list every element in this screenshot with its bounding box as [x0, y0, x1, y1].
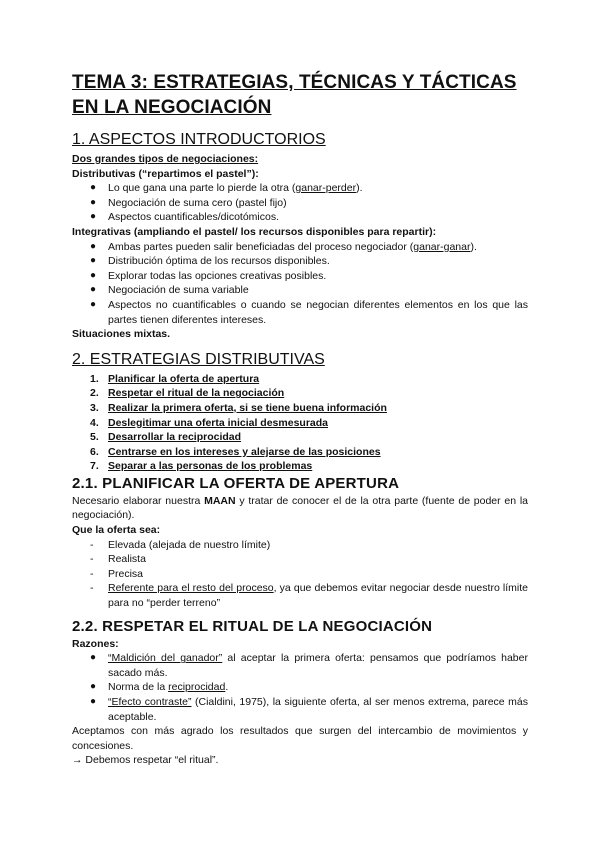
- item-text: Centrarse en los intereses y alejarse de las posiciones: [108, 445, 381, 458]
- list-item: [90, 254, 528, 269]
- item-text: Lo que gana una parte lo pierde la otra (: [108, 182, 296, 195]
- oferta-label: Que la oferta sea:: [72, 524, 161, 537]
- paragraph-bold: MAAN: [204, 494, 236, 507]
- item-text: Negociación de suma variable: [108, 284, 249, 297]
- item-text: Desarrollar la reciprocidad: [108, 431, 242, 444]
- document-content: [72, 70, 528, 768]
- dash-icon: -: [90, 582, 94, 595]
- document-title: TEMA 3: ESTRATEGIAS, TÉCNICAS Y TÁCTICAS EN LA NEGOCIACIÓN: [72, 72, 517, 118]
- ritual-conclusion: → Debemos respetar “el ritual”.: [72, 754, 219, 767]
- distributivas-label: Distributivas (“repartimos el pastel”):: [72, 167, 259, 180]
- bullet-icon: ●: [90, 696, 97, 707]
- list-item: [90, 680, 528, 695]
- list-item: [90, 651, 528, 680]
- item-underlined: “Efecto contraste”: [108, 696, 192, 708]
- list-item: [90, 430, 528, 445]
- list-item: [90, 459, 528, 474]
- list-item: [90, 695, 528, 724]
- distributivas-list: [72, 181, 528, 225]
- item-underlined: “Maldición del ganador”: [108, 652, 223, 665]
- section-1-heading: 1. ASPECTOS INTRODUCTORIOS: [72, 131, 326, 148]
- item-number: 5.: [90, 431, 99, 444]
- item-text: ).: [470, 240, 477, 253]
- item-underlined: Referente para el resto del proceso: [108, 582, 274, 595]
- list-item: [90, 581, 528, 610]
- item-text: al aceptar la primera oferta: pensamos que podríamos haber sacado más.: [108, 652, 528, 679]
- item-text: Aspectos no cuantificables o cuando se negocian diferentes elementos en los que las partes tienen diferentes intereses.: [108, 298, 528, 326]
- section-2-2-heading: 2.2. RESPETAR EL RITUAL DE LA NEGOCIACIÓN: [72, 617, 433, 635]
- razones-list: [72, 651, 528, 724]
- bullet-icon: ●: [90, 196, 97, 208]
- list-item: [90, 196, 528, 211]
- dash-icon: -: [90, 538, 94, 551]
- item-text: Respetar el ritual de la negociación: [108, 387, 285, 400]
- list-item: [90, 567, 528, 582]
- section-2-2-paragraph: Aceptamos con más agrado los resultados que surgen del intercambio de movimientos y concesiones.: [72, 725, 528, 752]
- razones-label: Razones:: [72, 637, 119, 650]
- item-text: Distribución óptima de los recursos disponibles.: [108, 255, 330, 268]
- list-item: [90, 181, 528, 196]
- item-text: Planificar la oferta de apertura: [108, 372, 260, 385]
- list-item: [90, 210, 528, 225]
- list-item: [90, 445, 528, 460]
- item-text: Realizar la primera oferta, si se tiene buena información: [108, 401, 387, 414]
- item-text: ).: [356, 182, 363, 195]
- mixtas-label: Situaciones mixtas.: [72, 328, 171, 341]
- list-item: [90, 386, 528, 401]
- list-item: [90, 416, 528, 431]
- strategies-list: [72, 372, 528, 474]
- integrativas-list: [72, 240, 528, 328]
- item-text: Precisa: [108, 567, 144, 580]
- item-text: Deslegitimar una oferta inicial desmesurada: [108, 416, 328, 429]
- dash-icon: -: [90, 553, 94, 566]
- list-item: [90, 538, 528, 553]
- list-item: [90, 401, 528, 416]
- section-2-1-heading: 2.1. PLANIFICAR LA OFERTA DE APERTURA: [72, 474, 400, 492]
- list-item: [90, 372, 528, 387]
- list-item: [90, 283, 528, 298]
- item-text: Negociación de suma cero (pastel fijo): [108, 196, 287, 209]
- bullet-icon: ●: [90, 269, 97, 281]
- item-underlined: ganar-ganar: [413, 240, 471, 253]
- dash-icon: -: [90, 567, 94, 580]
- item-number: 6.: [90, 445, 99, 458]
- list-item: [90, 240, 528, 255]
- item-text: Realista: [108, 553, 146, 566]
- item-text: Ambas partes pueden salir beneficiadas del proceso negociador (: [108, 240, 414, 253]
- section-1-intro: Dos grandes tipos de negociaciones:: [72, 153, 259, 165]
- integrativas-label: Integrativas (ampliando el pastel/ los recursos disponibles para repartir):: [72, 225, 437, 238]
- item-text: Aspectos cuantificables/dicotómicos.: [108, 211, 279, 224]
- bullet-icon: ●: [90, 652, 97, 664]
- paragraph-text: Necesario elaborar nuestra: [72, 494, 205, 507]
- item-text: Explorar todas las opciones creativas posibles.: [108, 269, 327, 282]
- item-underlined: reciprocidad: [168, 681, 226, 694]
- bullet-icon: ●: [90, 681, 97, 693]
- item-number: 3.: [90, 401, 99, 414]
- paragraph-text: y tratar de conocer el de la otra parte (fuente de poder en la negociación).: [72, 494, 528, 522]
- list-item: [90, 298, 528, 327]
- list-item: [90, 269, 528, 284]
- bullet-icon: ●: [90, 240, 97, 252]
- item-text: (Cialdini, 1975), la siguiente oferta, al ser menos extrema, parece más aceptable.: [108, 696, 528, 723]
- item-number: 2.: [90, 387, 99, 400]
- item-text: Norma de la: [108, 681, 169, 694]
- item-underlined: ganar-perder: [295, 182, 357, 195]
- bullet-icon: ●: [90, 298, 97, 310]
- item-number: 7.: [90, 460, 99, 473]
- bullet-icon: ●: [90, 284, 97, 296]
- item-text: .: [225, 681, 229, 694]
- item-number: 4.: [90, 416, 99, 429]
- item-text: Separar a las personas de los problemas: [108, 460, 313, 473]
- bullet-icon: ●: [90, 255, 97, 267]
- section-2-heading: 2. ESTRATEGIAS DISTRIBUTIVAS: [72, 350, 325, 368]
- section-2-1-paragraph: [72, 494, 528, 523]
- item-text: , ya que debemos evitar negociar desde nuestro límite para no “perder terreno”: [108, 582, 528, 610]
- oferta-list: [72, 538, 528, 611]
- item-number: 1.: [90, 372, 99, 385]
- bullet-icon: ●: [90, 211, 97, 223]
- list-item: [90, 552, 528, 567]
- bullet-icon: ●: [90, 182, 97, 194]
- item-text: Elevada (alejada de nuestro límite): [108, 538, 271, 551]
